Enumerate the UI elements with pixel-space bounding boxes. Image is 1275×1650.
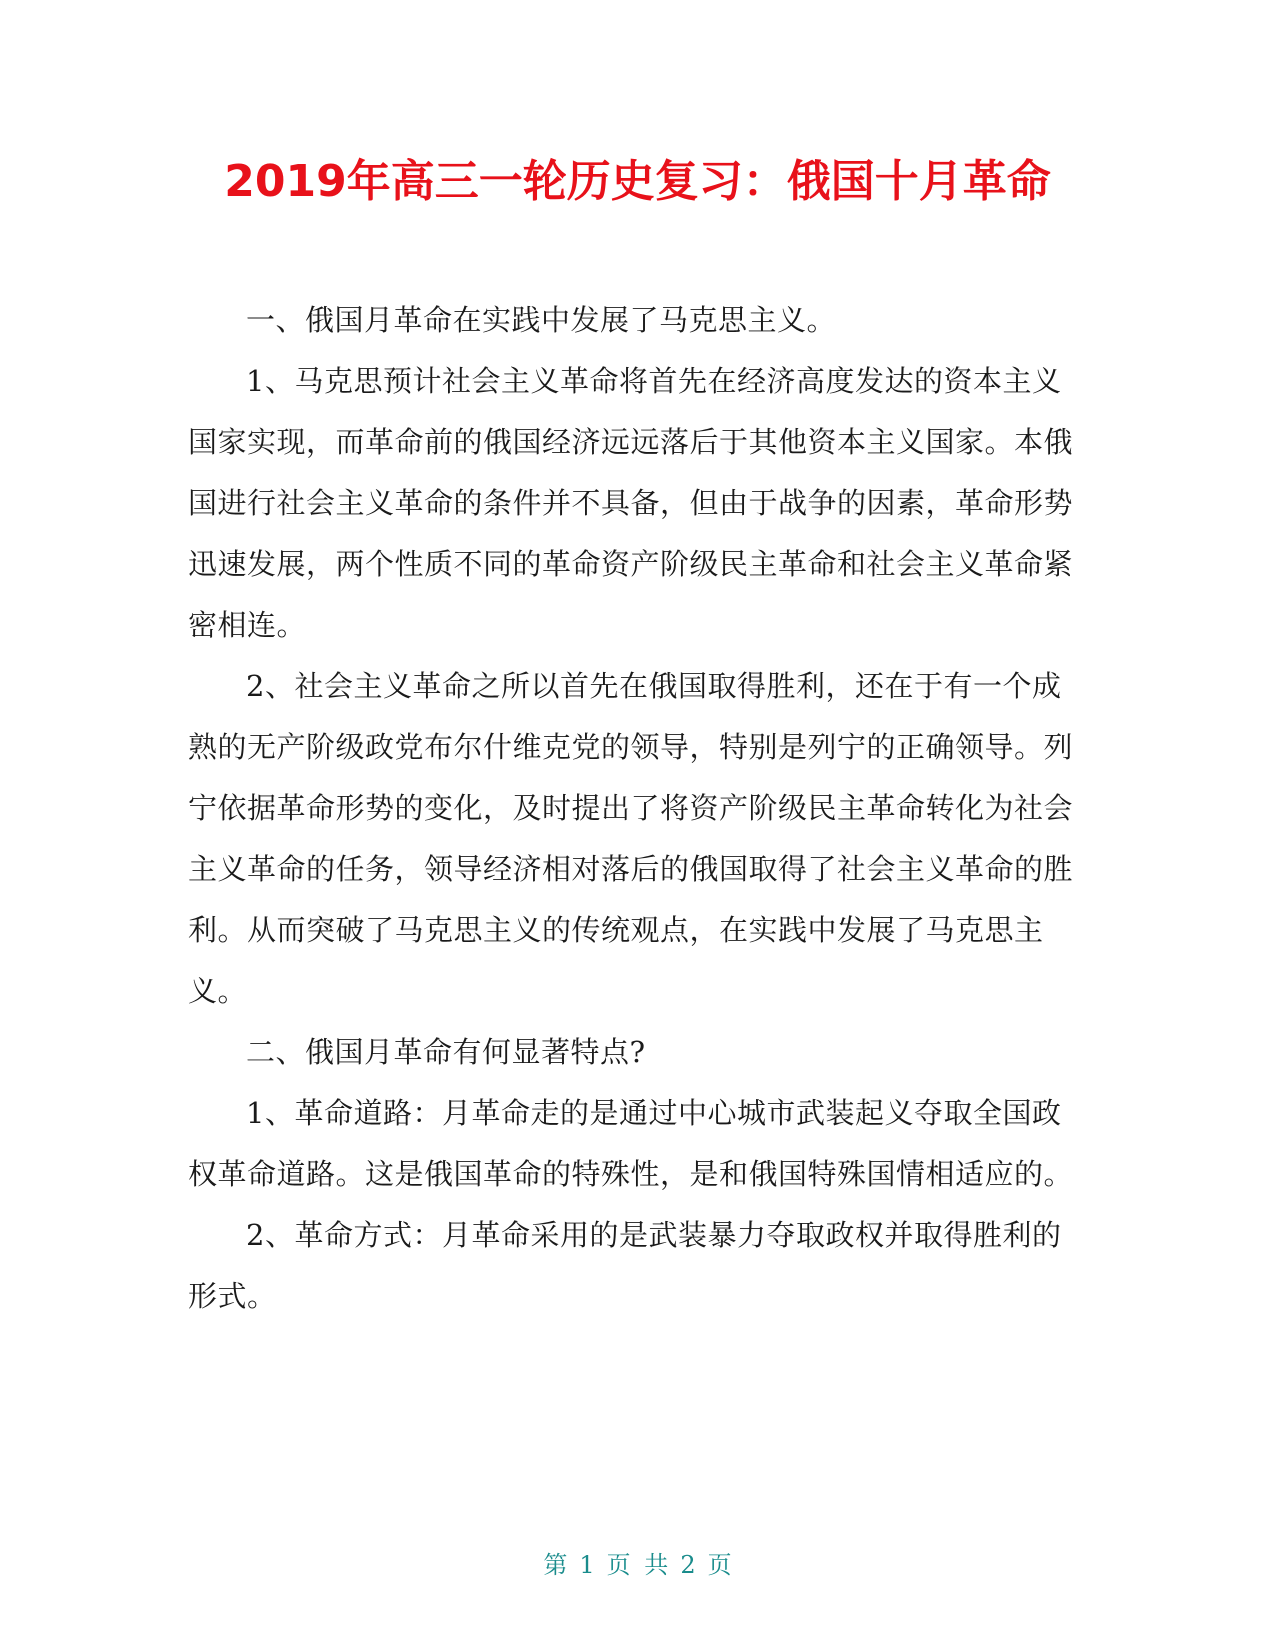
document-body (188, 290, 1088, 1327)
paragraph-heading-1: 一、俄国月革命在实践中发展了马克思主义。 (246, 303, 837, 337)
footer-prefix: 第 (543, 1551, 568, 1579)
footer-total-pages: 2 (680, 1551, 696, 1579)
footer-middle: 页 共 (606, 1551, 669, 1579)
paragraph-heading-2: 二、俄国月革命有何显著特点? (246, 1035, 646, 1069)
page-footer (0, 1545, 1275, 1580)
paragraph: 1、马克思预计社会主义革命将首先在经济高度发达的资本主义国家实现，而革命前的俄国经济远远落后于其他资本主义国家。本俄国进行社会主义革命的条件并不具备，但由于战争的因素，革命形势迅速发展，两个性质不同的革命资产阶级民主革命和社会主义革命紧密相连。 (188, 364, 1074, 642)
footer-suffix: 页 (707, 1551, 732, 1579)
paragraph: 2、革命方式：月革命采用的是武装暴力夺取政权并取得胜利的形式。 (188, 1218, 1062, 1313)
paragraph: 2、社会主义革命之所以首先在俄国取得胜利，还在于有一个成熟的无产阶级政党布尔什维克党的领导，特别是列宁的正确领导。列宁依据革命形势的变化，及时提出了将资产阶级民主革命转化为社会主义革命的任务，领导经济相对落后的俄国取得了社会主义革命的胜利。从而突破了马克思主义的传统观点，在实践中发展了马克思主义。 (188, 669, 1074, 1008)
document-title: 2019年高三一轮历史复习：俄国十月革命 (224, 156, 1051, 207)
footer-current-page: 1 (579, 1551, 595, 1579)
paragraph: 1、革命道路：月革命走的是通过中心城市武装起义夺取全国政权革命道路。这是俄国革命的特殊性，是和俄国特殊国情相适应的。 (188, 1096, 1074, 1191)
